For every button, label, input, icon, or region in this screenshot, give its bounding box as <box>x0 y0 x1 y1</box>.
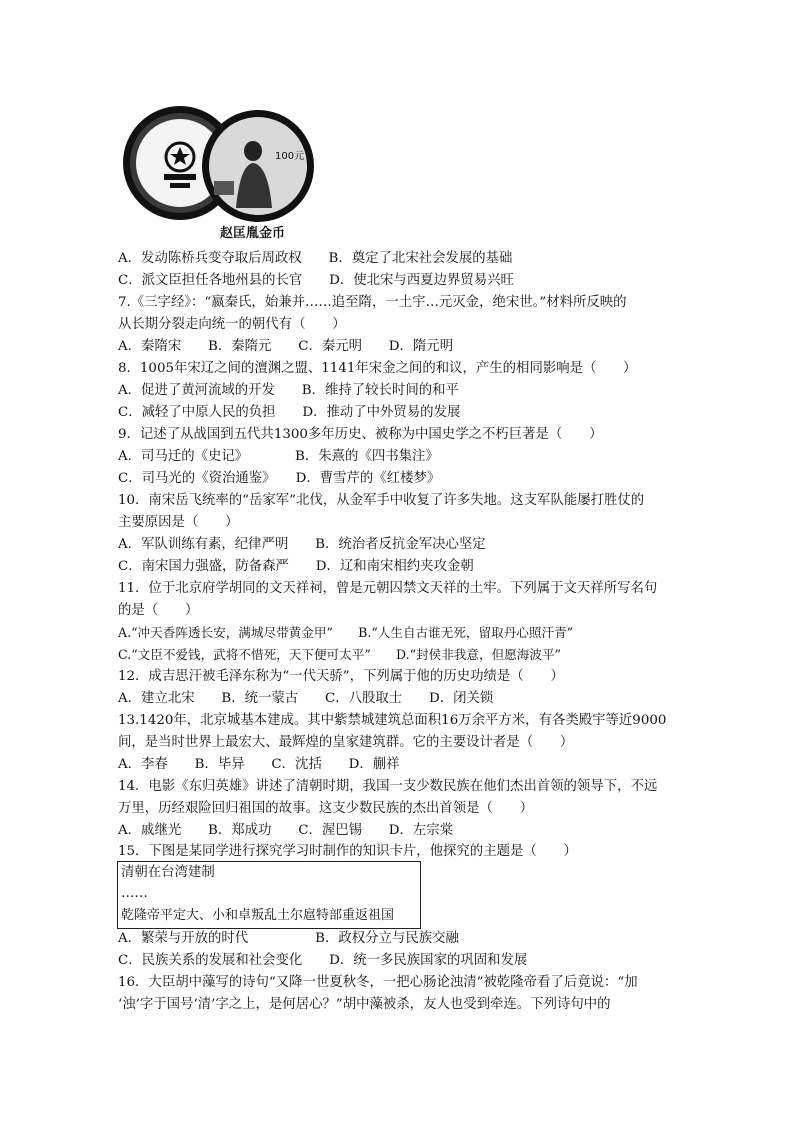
question-line: 主要原因是（ ） <box>118 515 239 530</box>
figure-caption: 赵匡胤金币 <box>220 226 286 241</box>
question-line: A．军队训练有素，纪律严明 B．统治者反抗金军决心坚定 <box>118 537 486 552</box>
question-line: 12．成吉思汗被毛泽东称为“一代天骄”，下列属于他的历史功绩是（ ） <box>118 669 564 684</box>
question-line: 16．大臣胡中藻写的诗句“又降一世夏秋冬，一把心肠论浊清”被乾隆帝看了后竟说：“加 <box>118 975 638 990</box>
coin-denomination: 100元 <box>275 151 305 162</box>
question-line: 间，是当时世界上最宏大、最辉煌的皇家建筑群。它的主要设计者是（ ） <box>118 735 574 750</box>
question-line: C．派文臣担任各地州县的长官 D．使北宋与西夏边界贸易兴旺 <box>118 273 514 288</box>
question-line: 7.《三字经》：“嬴秦氏，始兼并……追至隋，一土宇…元灭金，绝宋世。”材料所反映的 <box>118 295 627 310</box>
question-line: 14．电影《东归英雄》讲述了清朝时期，我国一支少数民族在他们杰出首领的领导下，不远 <box>118 779 658 794</box>
knowledge-card <box>117 861 421 929</box>
question-line: C．南宋国力强盛，防备森严 D．辽和南宋相约夹攻金朝 <box>118 559 474 574</box>
question-line: 万里，历经艰险回归祖国的故事。这支少数民族的杰出首领是（ ） <box>118 801 534 816</box>
question-line: 9．记述了从战国到五代共1300多年历史、被称为中国史学之不朽巨著是（ ） <box>118 427 603 442</box>
question-line: A．秦隋宋 B．秦隋元 C．秦元明 D．隋元明 <box>118 339 454 354</box>
question-line: A．司马迁的《史记》 B．朱熹的《四书集注》 <box>118 449 439 464</box>
question-line: 13.1420年，北京城基本建成。其中紫禁城建筑总面积16万余平方米，有各类殿宇等近9000 <box>118 713 667 728</box>
question-line: A．繁荣与开放的时代 B．政权分立与民族交融 <box>118 931 459 946</box>
question-line: A．建立北宋 B．统一蒙古 C．八股取士 D．闭关锁 <box>118 691 494 706</box>
question-line: 的是（ ） <box>118 603 199 618</box>
card-line: 清朝在台湾建制 <box>121 865 215 880</box>
question-line: 从长期分裂走向统一的朝代有（ ） <box>118 317 346 332</box>
question-line: A.“冲天香阵透长安，满城尽带黄金甲” B.“人生自古谁无死，留取丹心照汗青” <box>118 625 574 640</box>
coin-reverse-portrait <box>202 110 314 222</box>
question-line: A．戚继光 B．郑成功 C．渥巴锡 D．左宗棠 <box>118 823 454 838</box>
question-line: 10．南宋岳飞统率的“岳家军”北伐，从金军手中收复了许多失地。这支军队能屡打胜仗的 <box>118 493 645 508</box>
question-line: A．促进了黄河流域的开发 B．维持了较长时间的和平 <box>118 383 459 398</box>
question-line: 11．位于北京府学胡同的文天祥祠，曾是元朝囚禁文天祥的土牢。下列属于文天祥所写名句 <box>118 581 658 596</box>
question-line: 8．1005年宋辽之间的澶渊之盟、1141年宋金之间的和议，产生的相同影响是（ ） <box>118 361 637 376</box>
question-line: C．司马光的《资治通鉴》 D．曹雪芹的《红楼梦》 <box>118 471 441 486</box>
question-line: ‘浊’字于国号‘清’字之上，是何居心？”胡中藻被杀，友人也受到牵连。下列诗句中的 <box>118 997 611 1012</box>
question-line: C.“文臣不爱钱，武将不惜死，天下便可太平” D.“封侯非我意，但愿海波平” <box>118 647 562 662</box>
question-line: A．李春 B．毕异 C．沈括 D．蒯祥 <box>118 757 400 772</box>
question-line: C．民族关系的发展和社会变化 D．统一多民族国家的巩固和发展 <box>118 953 528 968</box>
card-line: …… <box>121 886 148 901</box>
question-line: 15．下图是某同学进行探究学习时制作的知识卡片，他探究的主题是（ ） <box>118 844 577 859</box>
question-line: C．减轻了中原人民的负担 D．推动了中外贸易的发展 <box>118 405 461 420</box>
card-line: 乾隆帝平定大、小和卓叛乱土尔扈特部重返祖国 <box>121 908 395 923</box>
question-line: A．发动陈桥兵变夺取后周政权 B．奠定了北宋社会发展的基础 <box>118 251 513 266</box>
